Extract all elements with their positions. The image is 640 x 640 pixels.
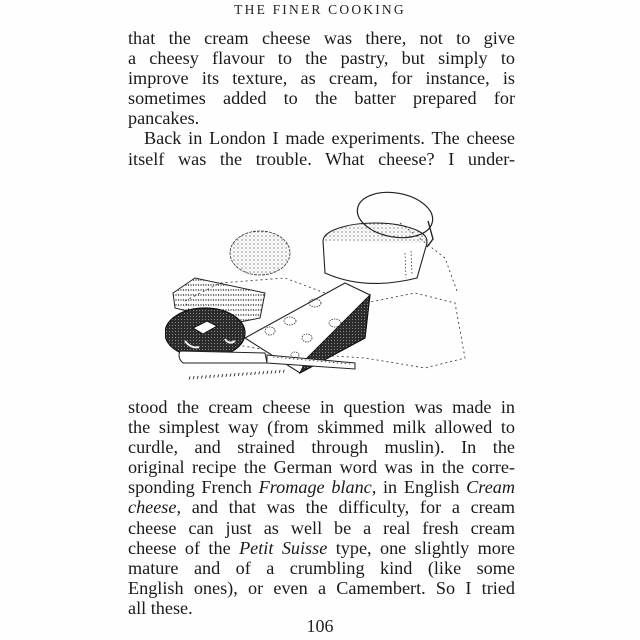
text-line: itself was the trouble. What cheese? I under-: [128, 148, 515, 169]
text-line: cheese can just as well be a real fresh cream: [128, 517, 515, 538]
text-line: the simplest way (from skimmed milk allowed to: [128, 417, 515, 438]
text-line: that the cream cheese was there, not to give: [128, 28, 515, 48]
text-line: curdle, and strained through muslin). In the: [128, 437, 515, 458]
page-number: 106: [306, 616, 334, 636]
text-line: Back in London I made experiments. The cheese: [144, 128, 515, 149]
text-line: mature and of a crumbling kind (like some: [128, 557, 515, 578]
text-line: a cheesy flavour to the pastry, but simply to: [128, 48, 515, 69]
italic-term: cheese: [128, 497, 177, 518]
italic-term: Fromage blanc: [258, 477, 372, 498]
running-head: THE FINER COOKING: [234, 2, 406, 17]
text-line: improve its texture, as cream, for instance, is: [128, 68, 515, 89]
text-line: all these.: [128, 597, 193, 618]
text-line: cheese, and that was the difficulty, for a cream: [128, 497, 515, 518]
text-line: stood the cream cheese in question was made in: [128, 397, 515, 417]
cheese-drawing-icon: [165, 183, 475, 388]
italic-term: Petit Suisse: [239, 537, 328, 558]
paragraph-bottom: [128, 397, 515, 618]
cheese-illustration: [165, 183, 475, 388]
paragraph-top: [128, 28, 515, 169]
text-line: pancakes.: [128, 108, 200, 129]
text-line: English ones), or even a Camembert. So I tried: [128, 577, 515, 598]
italic-term: Cream: [466, 477, 515, 498]
text-line: sponding French Fromage blanc, in English Cream: [128, 477, 515, 498]
text-line: cheese of the Petit Suisse type, one slightly more: [128, 537, 515, 558]
text-line: original recipe the German word was in the corre-: [128, 457, 515, 478]
text-line: sometimes added to the batter prepared for: [128, 88, 515, 109]
